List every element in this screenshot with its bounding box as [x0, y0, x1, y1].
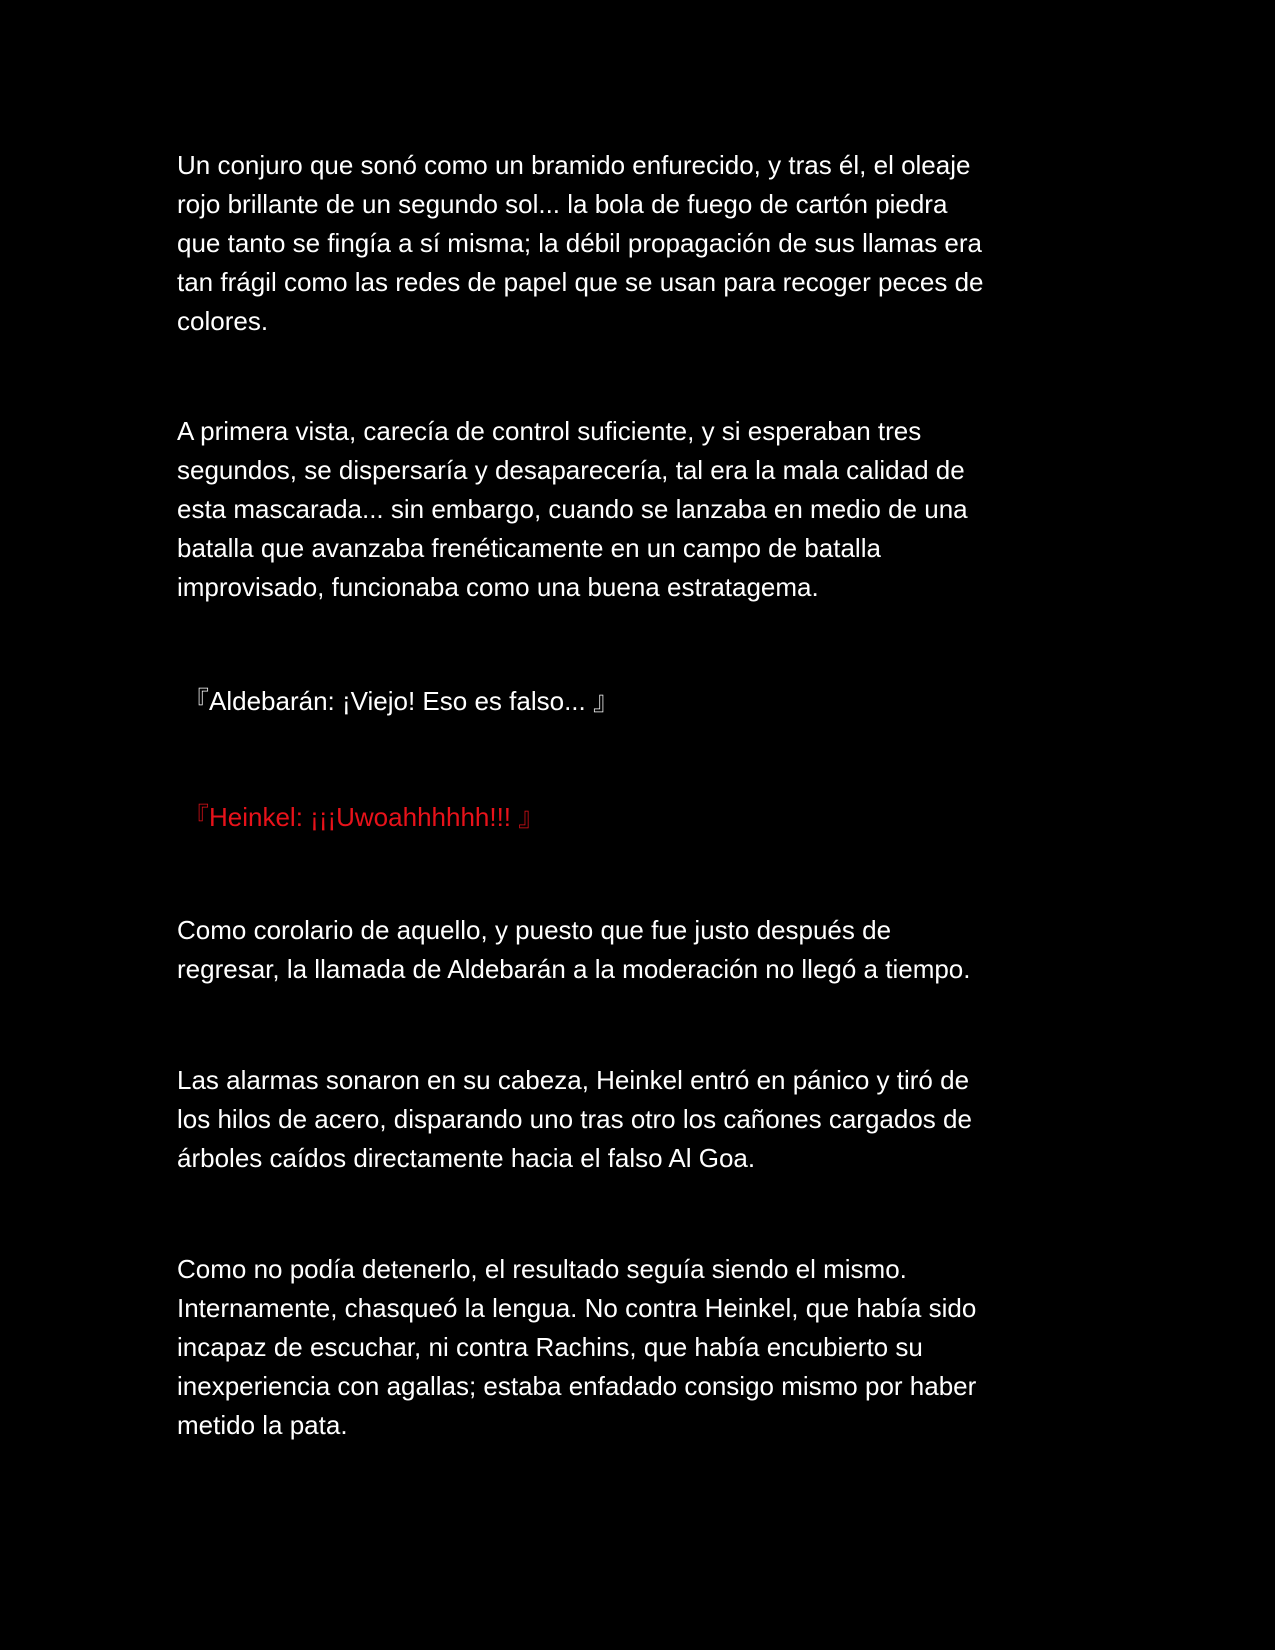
paragraph-4 [177, 1061, 1097, 1178]
text-line: rojo brillante de un segundo sol... la bola de fuego de cartón piedra [177, 189, 948, 219]
paragraph-5 [177, 1250, 1097, 1445]
text-line: tan frágil como las redes de papel que se usan para recoger peces de [177, 267, 984, 297]
text-line: esta mascarada... sin embargo, cuando se lanzaba en medio de una [177, 494, 968, 524]
dialogue-heinkel: 『Heinkel: ¡¡¡Uwoahhhhhh!!! 』 [183, 802, 545, 832]
text-line: colores. [177, 306, 269, 336]
paragraph-1 [177, 146, 1097, 341]
text-line: A primera vista, carecía de control suficiente, y si esperaban tres [177, 416, 922, 446]
text-line: Como corolario de aquello, y puesto que fue justo después de [177, 915, 892, 945]
text-line: improvisado, funcionaba como una buena estratagema. [177, 572, 819, 602]
text-line: los hilos de acero, disparando uno tras otro los cañones cargados de [177, 1104, 972, 1134]
text-line: Como no podía detenerlo, el resultado seguía siendo el mismo. [177, 1254, 907, 1284]
text-line: que tanto se fingía a sí misma; la débil propagación de sus llamas era [177, 228, 983, 258]
text-line: inexperiencia con agallas; estaba enfadado consigo mismo por haber [177, 1371, 977, 1401]
text-line: metido la pata. [177, 1410, 348, 1440]
text-line: regresar, la llamada de Aldebarán a la moderación no llegó a tiempo. [177, 954, 971, 984]
text-line: Internamente, chasqueó la lengua. No contra Heinkel, que había sido [177, 1293, 977, 1323]
paragraph-3 [177, 911, 1097, 989]
text-line: árboles caídos directamente hacia el falso Al Goa. [177, 1143, 756, 1173]
text-line: incapaz de escuchar, ni contra Rachins, que había encubierto su [177, 1332, 923, 1362]
text-line: Un conjuro que sonó como un bramido enfurecido, y tras él, el oleaje [177, 150, 971, 180]
text-line: batalla que avanzaba frenéticamente en un campo de batalla [177, 533, 881, 563]
dialogue-aldebaran: 『Aldebarán: ¡Viejo! Eso es falso... 』 [183, 686, 619, 716]
text-line: Las alarmas sonaron en su cabeza, Heinkel entró en pánico y tiró de [177, 1065, 970, 1095]
text-line: segundos, se dispersaría y desaparecería, tal era la mala calidad de [177, 455, 965, 485]
paragraph-2 [177, 412, 1097, 607]
